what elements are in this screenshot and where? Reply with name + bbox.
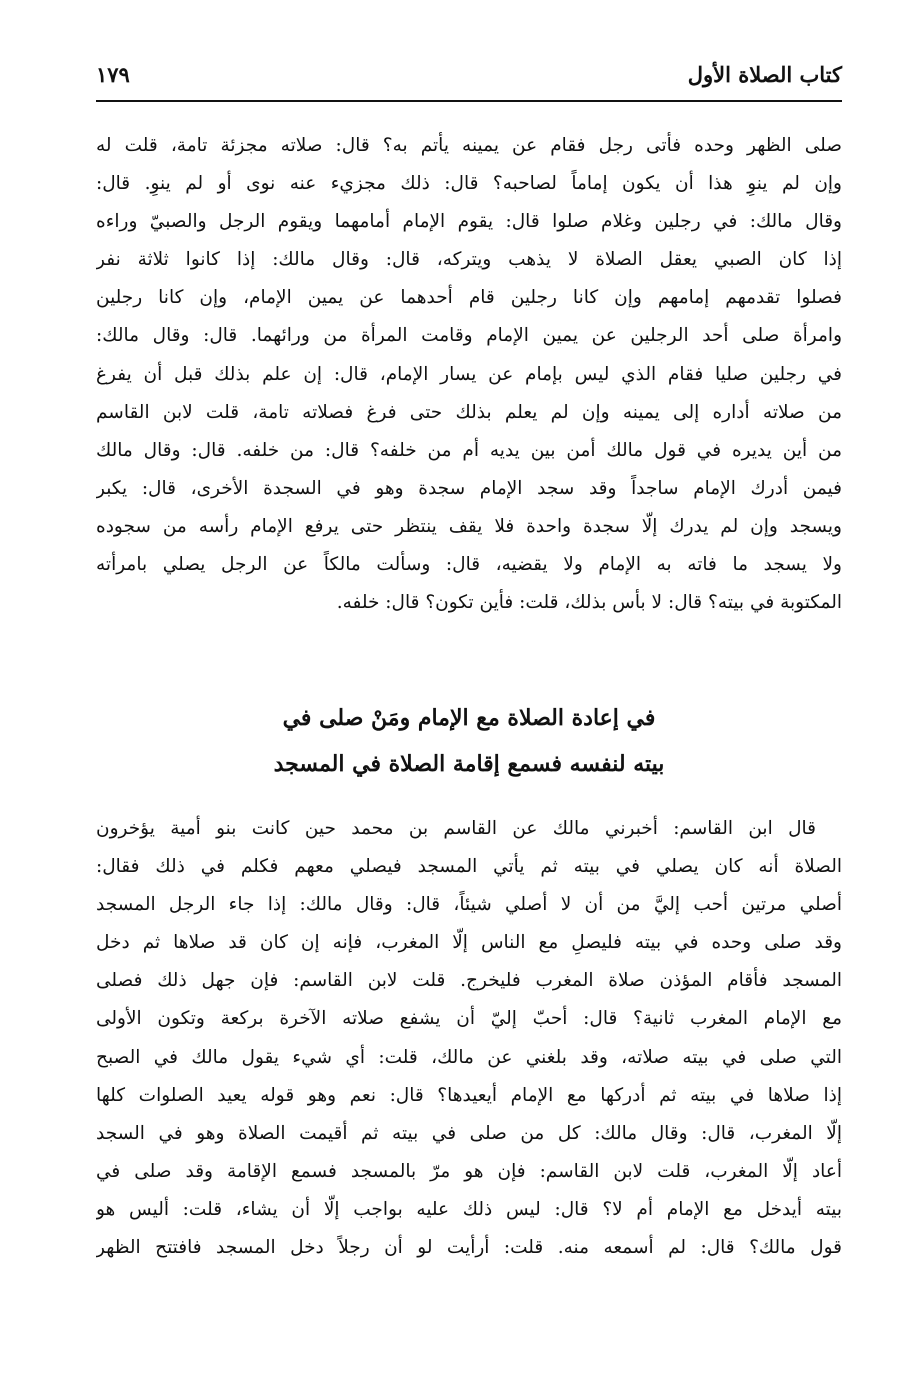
section-heading-line: في إعادة الصلاة مع الإمام ومَنْ صلى في — [282, 705, 656, 731]
section-paragraph — [96, 810, 842, 1267]
page-number: ١٧٩ — [96, 62, 130, 87]
header-rule — [96, 100, 842, 102]
text-line: وقد صلى وحده في بيته فليصلِ مع الناس إلّا المغرب، فإنه إن كان قد صلاها ثم دخل — [96, 932, 842, 954]
text-line: إلّا المغرب، قال: وقال مالك: كل من صلى في بيته ثم أقيمت الصلاة وهو في السجد — [96, 1122, 842, 1144]
text-line: ويسجد وإن لم يدرك إلّا سجدة واحدة فلا يقف ينتظر حتى يرفع الإمام رأسه من سجوده — [96, 515, 842, 537]
section-heading-line: بيته لنفسه فسمع إقامة الصلاة في المسجد — [273, 751, 665, 777]
text-line: وامرأة صلى أحد الرجلين عن يمين الإمام وقامت المرأة من ورائهما. قال: وقال مالك: — [96, 325, 842, 347]
section-heading — [96, 695, 842, 787]
text-line: ولا يسجد ما فاته به الإمام ولا يقضيه، قال: وسألت مالكاً عن الرجل يصلي بامرأته — [96, 554, 842, 576]
text-line: فصلوا تقدمهم إمامهم وإن كانا رجلين قام أحدهما عن يمين الإمام، وإن كانا رجلين — [96, 287, 842, 309]
text-line: وقال مالك: في رجلين وغلام صلوا قال: يقوم الإمام أمامهما ويقوم الرجل والصبيّ وراءه — [96, 211, 842, 233]
text-line: أعاد إلّا المغرب، قلت لابن القاسم: فإن هو مرّ بالمسجد فسمع الإقامة وقد صلى في — [96, 1160, 842, 1182]
text-line: إذا كان الصبي يعقل الصلاة لا يذهب ويتركه، قال: وقال مالك: إذا كانوا ثلاثة نفر — [96, 249, 842, 271]
text-line: صلى الظهر وحده فأتى رجل فقام عن يمينه يأتم به؟ قال: صلاته مجزئة تامة، قلت له — [96, 135, 842, 156]
paragraph-continued — [96, 127, 842, 622]
text-line: في رجلين صليا فقام الذي ليس بإمام عن يسار الإمام، قال: إن علم بذلك قبل أن يفرغ — [96, 363, 842, 385]
text-line: مع الإمام المغرب ثانية؟ قال: أحبّ إليّ أن يشفع صلاته الآخرة بركعة وتكون الأولى — [96, 1008, 842, 1030]
text-line: من أين يديره في قول مالك أمن بين يديه أم من خلفه؟ قال: من خلفه. قال: وقال مالك — [96, 439, 842, 461]
text-line: بيته أيدخل مع الإمام أم لا؟ قال: ليس ذلك عليه بواجب إلّا أن يشاء، قلت: أليس هو — [96, 1198, 842, 1220]
text-line: قال ابن القاسم: أخبرني مالك عن القاسم بن محمد حين كانت بنو أمية يؤخرون — [96, 818, 816, 839]
text-line: الصلاة أنه كان يصلي في بيته ثم يأتي المسجد فيصلي معهم فكلم في ذلك فقال: — [96, 856, 842, 878]
text-line: أصلي مرتين أحب إليَّ من أن لا أصلي شيئاً، قال: وقال مالك: إذا جاء الرجل المسجد — [96, 894, 842, 916]
text-line: إذا صلاها في بيته ثم أدركها مع الإمام أيعيدها؟ قال: نعم وهو قوله يعيد الصلوات كلها — [96, 1084, 842, 1106]
text-line: التي صلى في بيته صلاته، وقد بلغني عن مالك، قلت: أي شيء يقول مالك في الصبح — [96, 1046, 842, 1068]
text-line: المسجد فأقام المؤذن صلاة المغرب فليخرج. قلت لابن القاسم: فإن جهل ذلك فصلى — [96, 970, 842, 992]
text-line: فيمن أدرك الإمام ساجداً وقد سجد الإمام سجدة وهو في السجدة الأخرى، قال: يكبر — [96, 477, 842, 499]
text-line: قول مالك؟ قال: لم أسمعه منه. قلت: أرأيت لو أن رجلاً دخل المسجد فافتتح الظهر — [96, 1237, 842, 1259]
running-header — [96, 58, 842, 98]
text-line: من صلاته أداره إلى يمينه وإن لم يعلم بذلك حتى فرغ فصلاته تامة، قلت لابن القاسم — [96, 401, 842, 423]
running-title: كتاب الصلاة الأول — [687, 62, 842, 87]
text-line: المكتوبة في بيته؟ قال: لا بأس بذلك، قلت: فأين تكون؟ قال: خلفه. — [336, 592, 842, 614]
text-line: وإن لم ينوِ هذا أن يكون إماماً لصاحبه؟ قال: ذلك مجزيء عنه نوى أو لم ينوِ. قال: — [96, 173, 842, 195]
